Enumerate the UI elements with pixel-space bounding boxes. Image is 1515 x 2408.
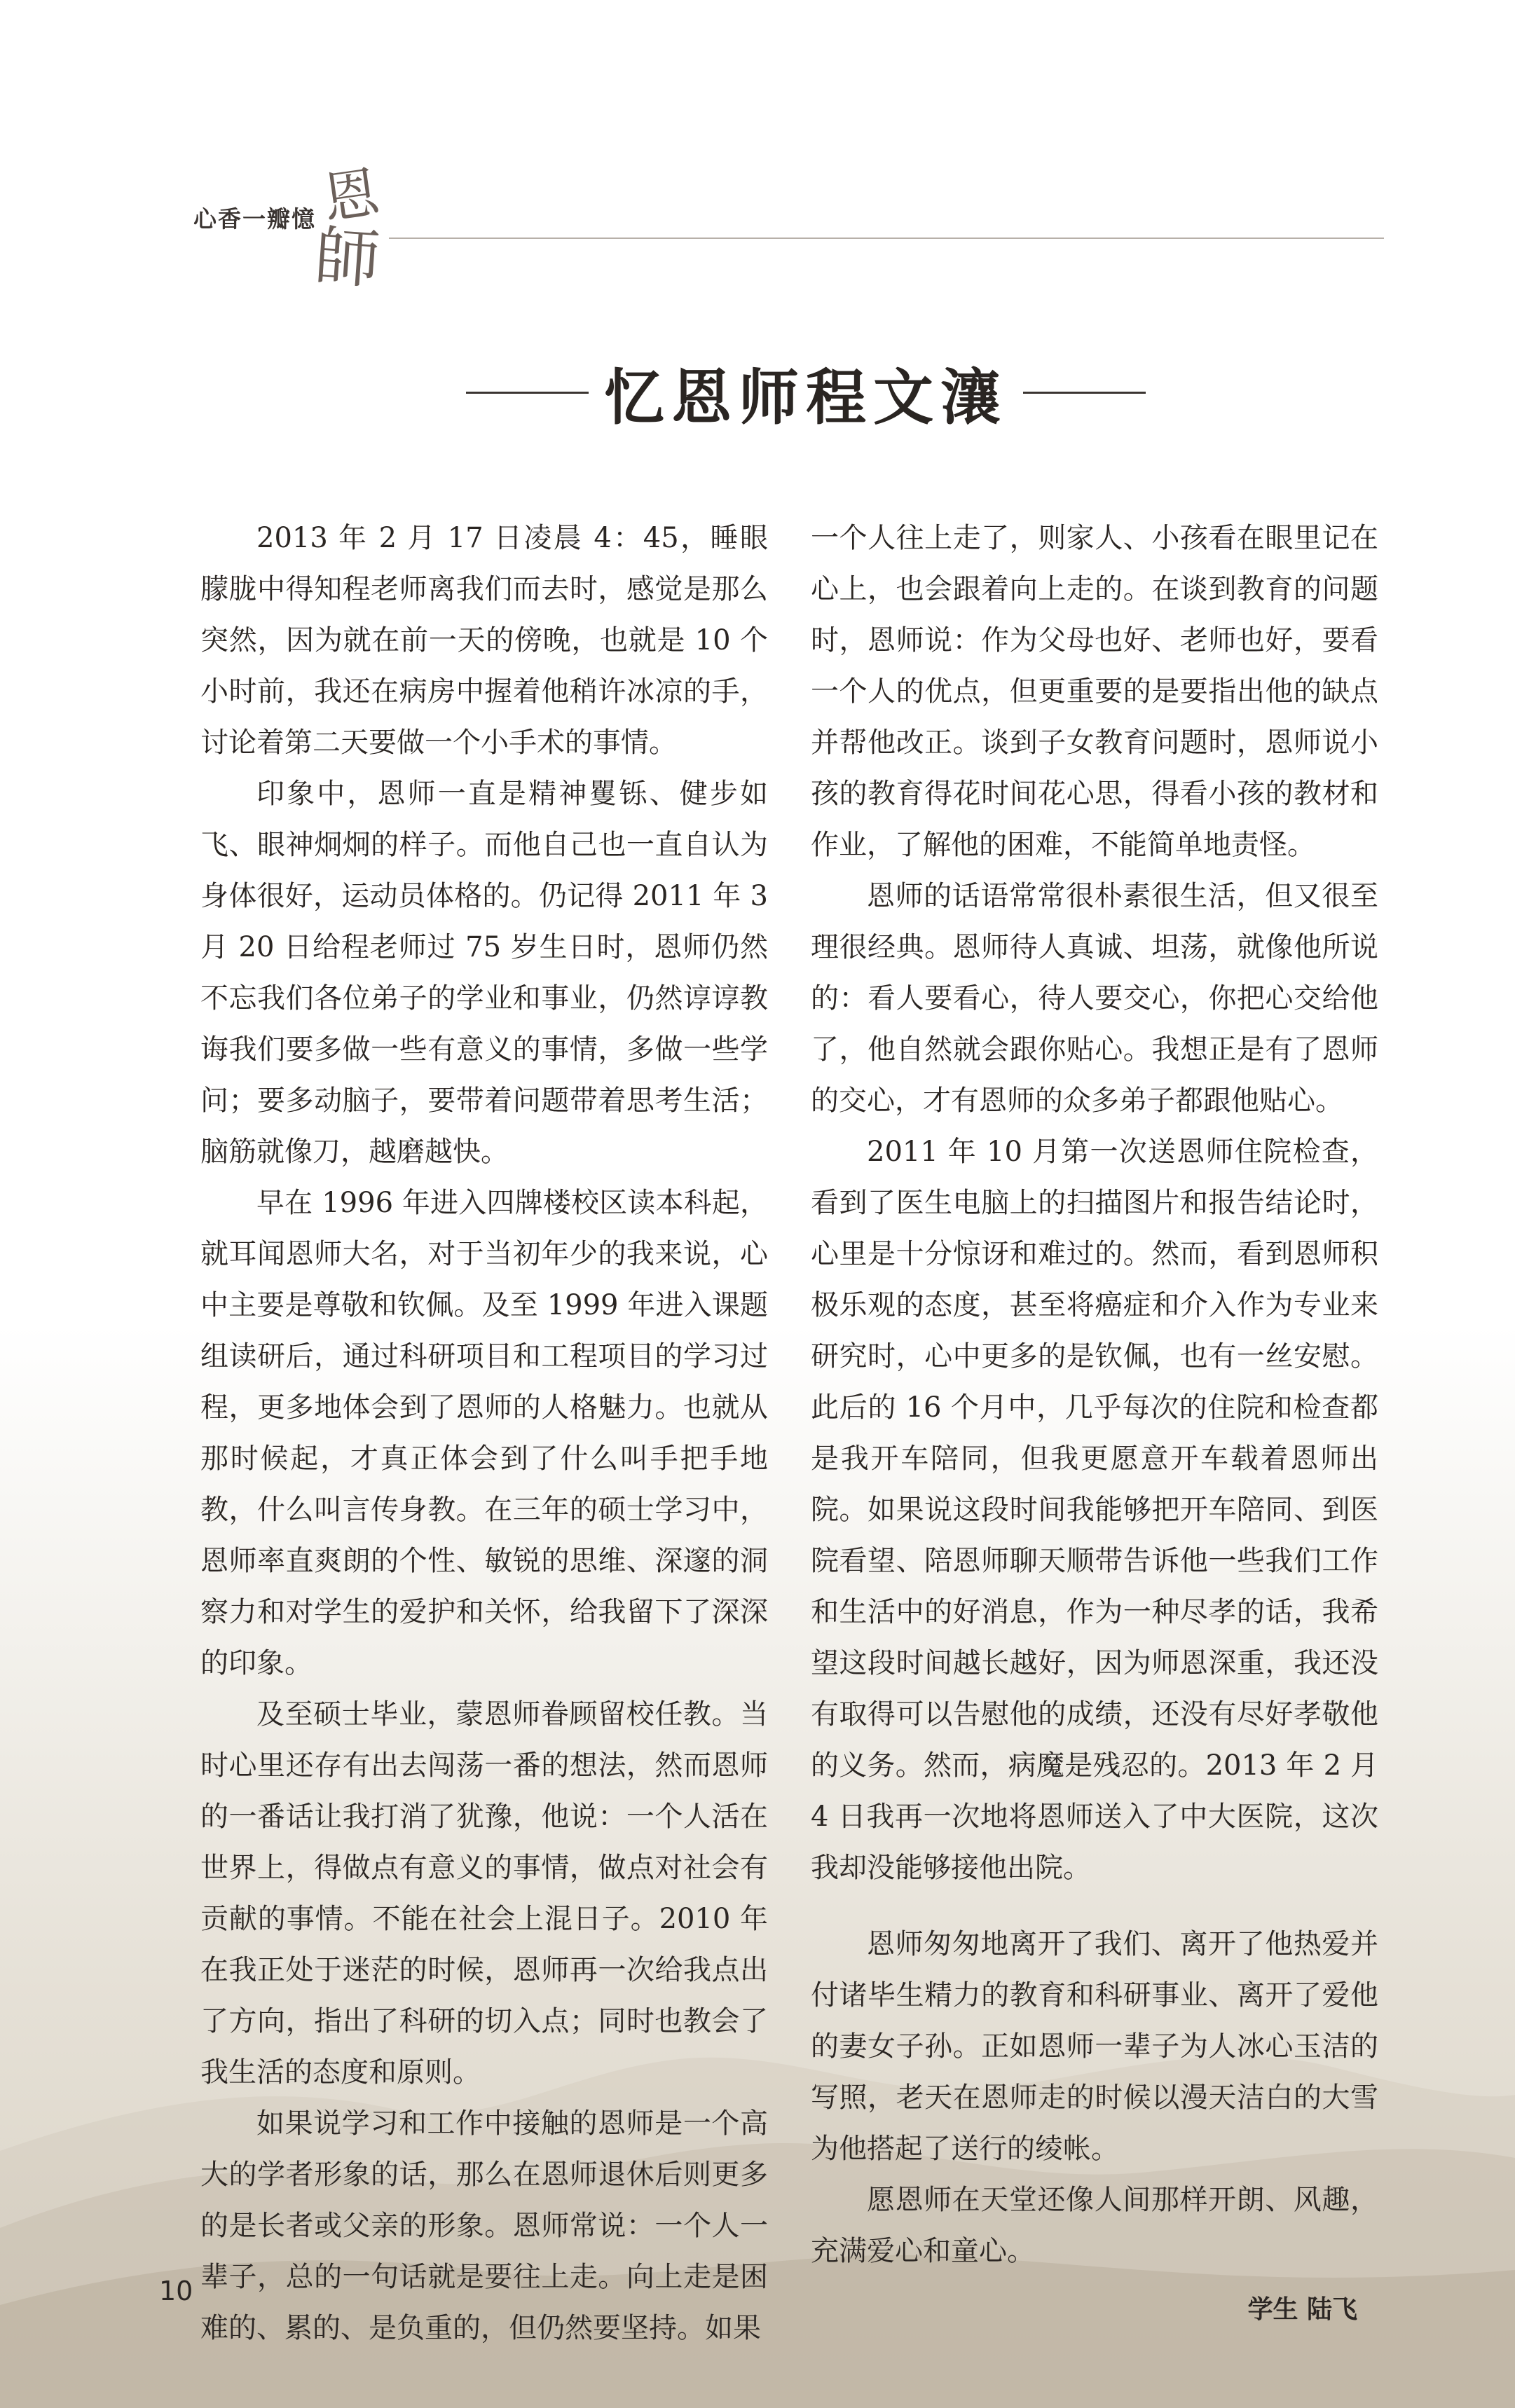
paragraph: 恩师匆匆地离开了我们、离开了他热爱并付诸毕生精力的教育和科研事业、离开了爱他的妻女子孙。正如恩师一辈子为人冰心玉洁的写照，老天在恩师走的时候以漫天洁白的大雪为他搭起了送行的绫帐。 <box>811 1928 1378 2165</box>
paragraph: 及至硕士毕业，蒙恩师眷顾留校任教。当时心里还存有出去闯荡一番的想法，然而恩师的一番话让我打消了犹豫，他说：一个人活在世界上，得做点有意义的事情，做点对社会有贡献的事情。不能在社会上混日子。2010 年在我正处于迷茫的时候，恩师再一次给我点出了方向，指出了科研的切入点；同时也教会了我生活的态度和原则。 <box>200 1698 768 2089</box>
paragraph: 2011 年 10 月第一次送恩师住院检查，看到了医生电脑上的扫描图片和报告结论时，心里是十分惊讶和难过的。然而，看到恩师积极乐观的态度，甚至将癌症和介入作为专业来研究时，心中更多的是钦佩，也有一丝安慰。此后的 16 个月中，几乎每次的住院和检查都是我开车陪同，但我更愿意开车载着恩师出院。如果说这段时间我能够把开车陪同、到医院看望、陪恩师聊天顺带告诉他一些我们工作和生活中的好消息，作为一种尽孝的话，我希望这段时间越长越好，因为师恩深重，我还没有取得可以告慰他的成绩，还没有尽好孝敬他的义务。然而，病魔是残忍的。2013 年 2 月 4 日我再一次地将恩师送入了中大医院，这次我却没能够接他出院。 <box>811 1136 1378 1884</box>
author-signature: 学生 陆飞 <box>1247 2295 1357 2324</box>
paragraph: 一个人往上走了，则家人、小孩看在眼里记在心上，也会跟着向上走的。在谈到教育的问题时，恩师说：作为父母也好、老师也好，要看一个人的优点，但更重要的是要指出他的缺点并帮他改正。谈到子女教育问题时，恩师说小孩的教育得花时间花心思，得看小孩的教材和作业，了解他的困难，不能简单地责怪。 <box>811 522 1378 861</box>
header-divider <box>389 238 1384 239</box>
title-dash-left <box>466 392 589 394</box>
calligraphy-char-1: 恩 <box>318 159 384 233</box>
right-column <box>811 513 1378 2335</box>
paragraph: 印象中，恩师一直是精神矍铄、健步如飞、眼神炯炯的样子。而他自己也一直自认为身体很好，运动员体格的。仍记得 2011 年 3 月 20 日给程老师过 75 岁生日时，恩师仍然不忘我们各位弟子的学业和事业，仍然谆谆教诲我们要多做一些有意义的事情，多做一些学问；要多动脑子，要带着问题带着思考生活；脑筋就像刀，越磨越快。 <box>200 778 768 1168</box>
paragraph: 2013 年 2 月 17 日凌晨 4：45，睡眼朦胧中得知程老师离我们而去时，感觉是那么突然，因为就在前一天的傍晚，也就是 10 个小时前，我还在病房中握着他稍许冰凉的手，讨论着第二天要做一个小手术的事情。 <box>200 522 768 759</box>
paragraph: 如果说学习和工作中接触的恩师是一个高大的学者形象的话，那么在恩师退休后则更多的是长者或父亲的形象。恩师常说：一个人一辈子，总的一句话就是要往上走。向上走是困难的、累的、是负重的，但仍然要坚持。如果 <box>200 2107 768 2344</box>
article-title-row <box>420 357 1191 433</box>
paragraph: 早在 1996 年进入四牌楼校区读本科起，就耳闻恩师大名，对于当初年少的我来说，心中主要是尊敬和钦佩。及至 1999 年进入课题组读研后，通过科研项目和工程项目的学习过程，更多地体会到了恩师的人格魅力。也就从那时候起，才真正体会到了什么叫手把手地教，什么叫言传身教。在三年的硕士学习中，恩师率直爽朗的个性、敏锐的思维、深邃的洞察力和对学生的爱护和关怀，给我留下了深深的印象。 <box>200 1187 768 1679</box>
left-column <box>200 513 768 2354</box>
article-title: 忆恩师程文瀼 <box>604 362 1008 433</box>
paragraph: 愿恩师在天堂还像人间那样开朗、风趣，充满爱心和童心。 <box>811 2184 1378 2267</box>
paragraph: 恩师的话语常常很朴素很生活，但又很至理很经典。恩师待人真诚、坦荡，就像他所说的：看人要看心，待人要交心，你把心交给他了，他自然就会跟你贴心。我想正是有了恩师的交心，才有恩师的众多弟子都跟他贴心。 <box>811 880 1378 1117</box>
title-dash-right <box>1023 392 1146 394</box>
calligraphy-art <box>301 151 392 298</box>
section-label: 心香一瓣憶 <box>193 205 316 233</box>
page-number: 10 <box>159 2276 193 2306</box>
calligraphy-char-2: 師 <box>312 218 383 298</box>
